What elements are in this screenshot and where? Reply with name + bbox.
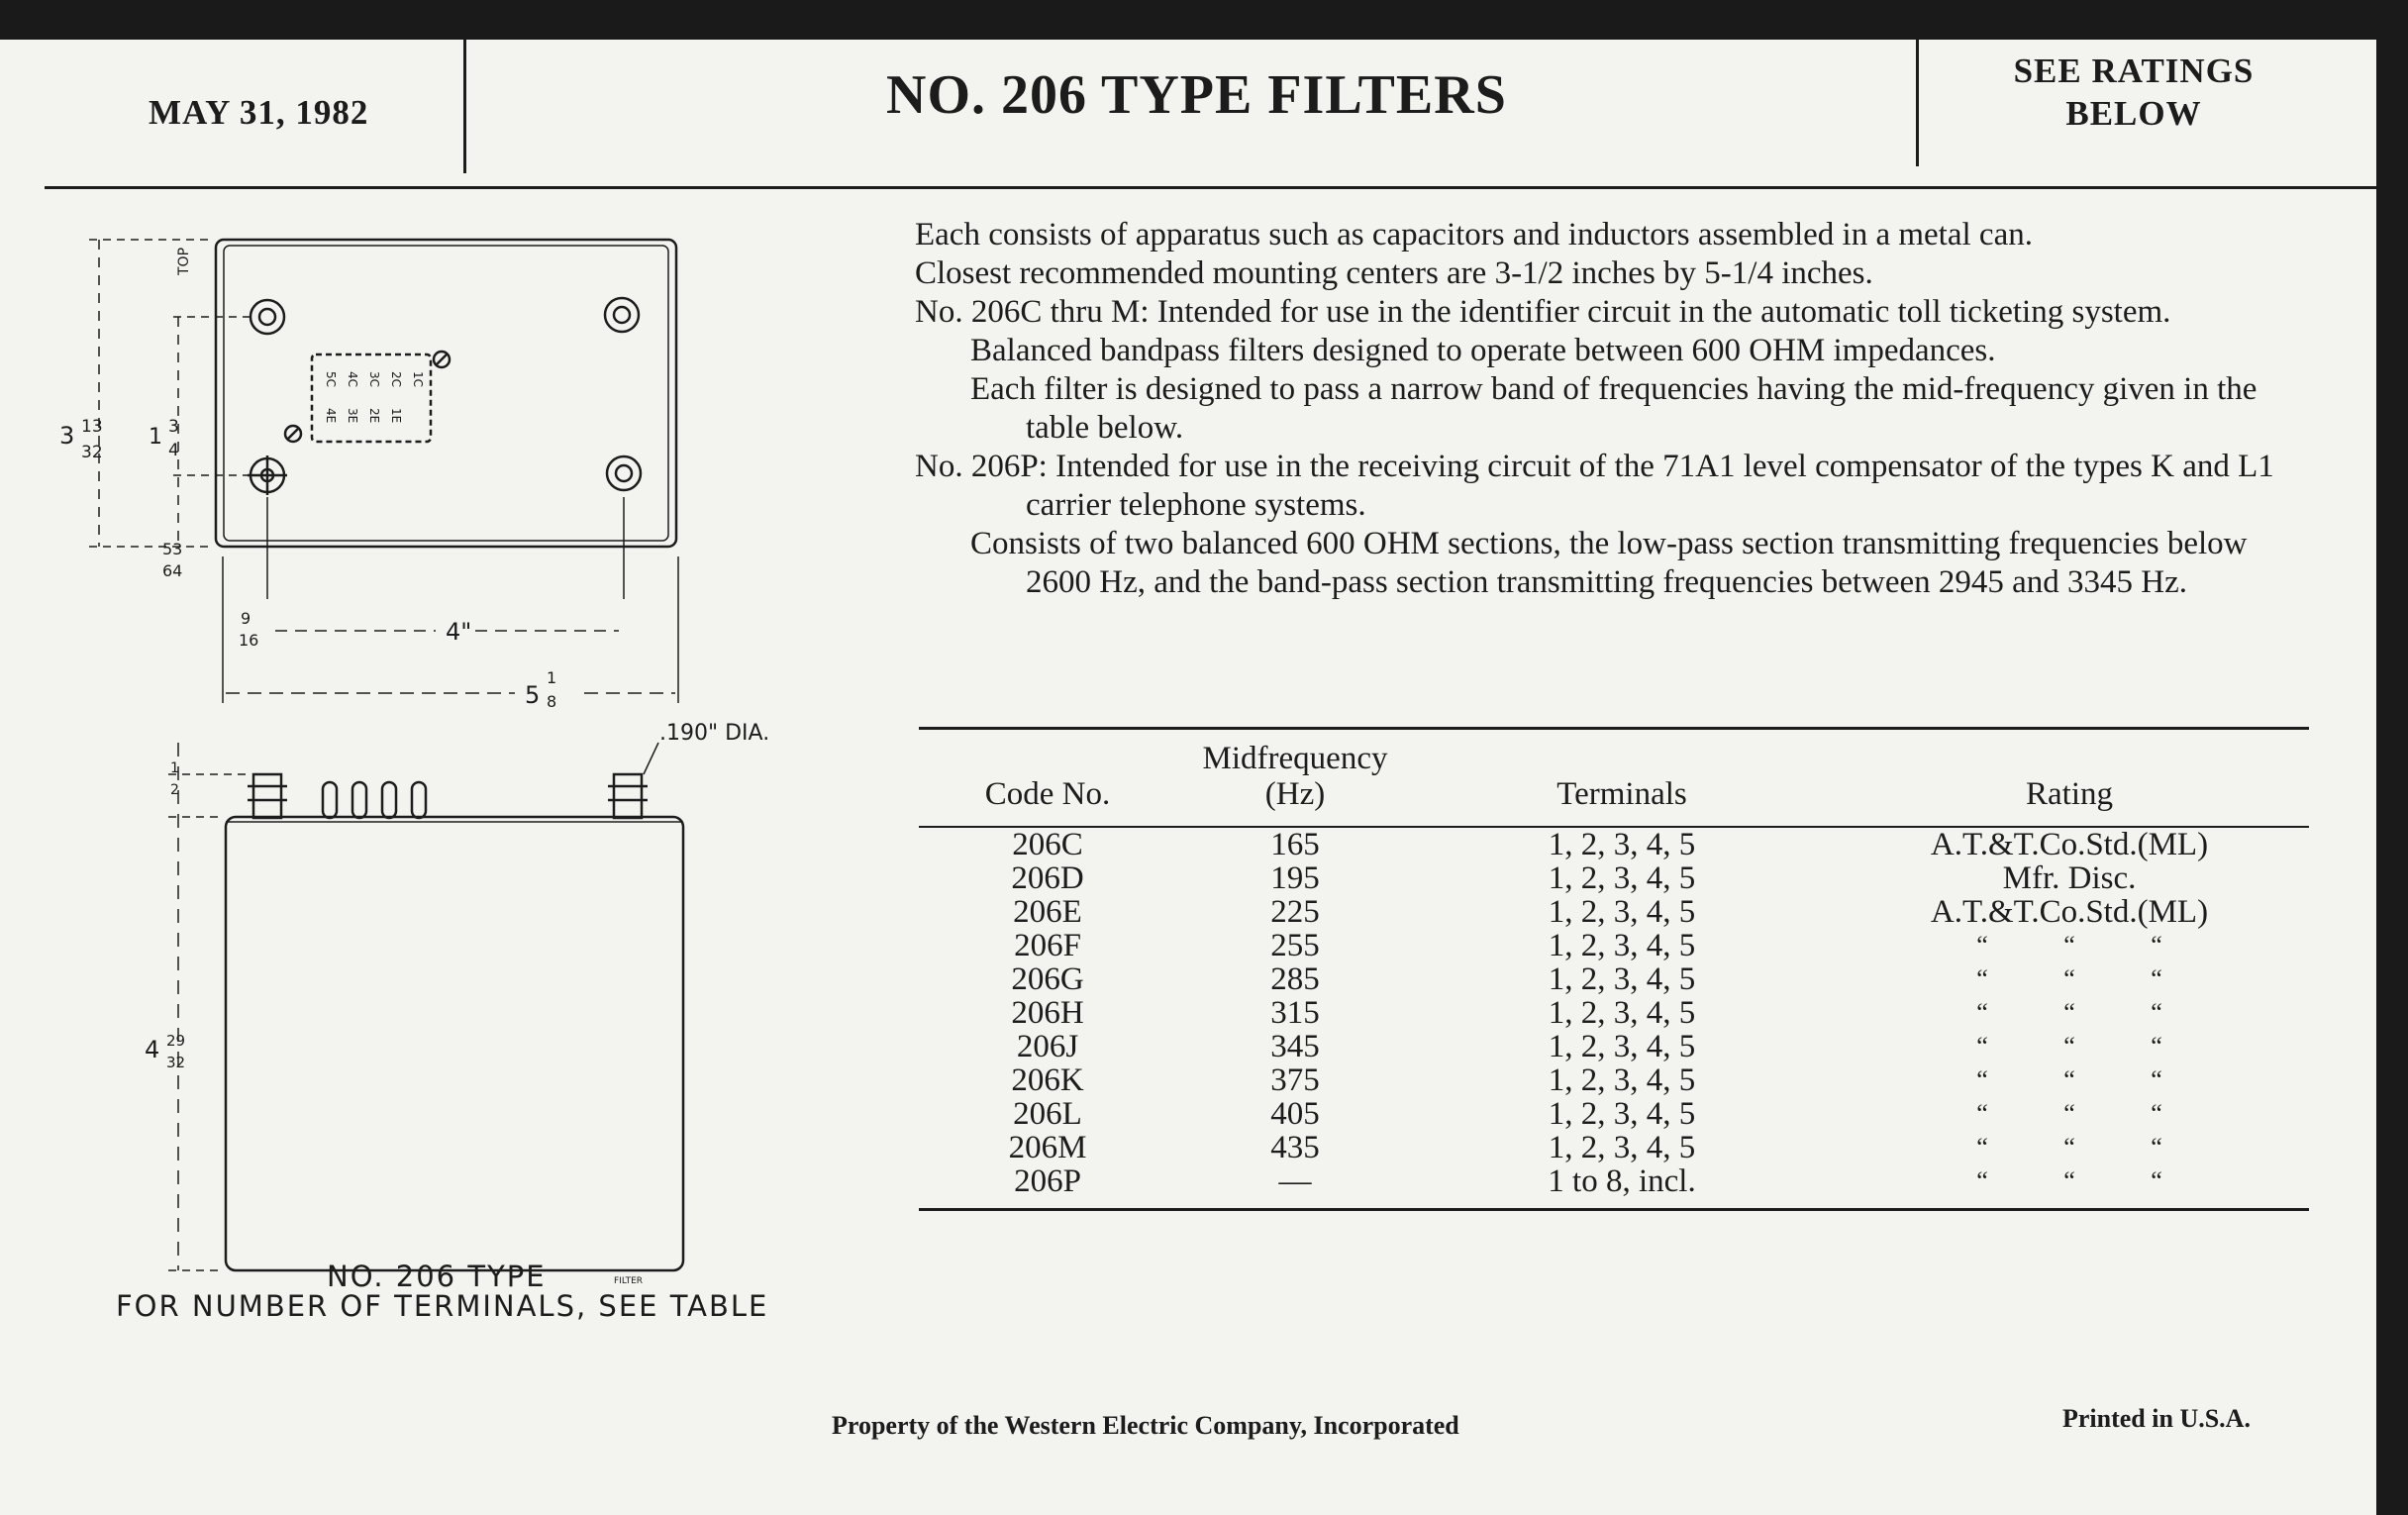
dim-stud-den: 2 (170, 782, 179, 798)
dim-inner-num: 3 (168, 417, 179, 437)
col-header-code: Code No. (984, 776, 1111, 812)
cell-freq: 165 (1270, 827, 1320, 862)
cell-rating: Mfr. Disc. (2002, 860, 2137, 896)
rating-note-line1: SEE RATINGS (2013, 51, 2255, 90)
cell-terminals: 1, 2, 3, 4, 5 (1548, 961, 1696, 997)
cell-code: 206M (1008, 1130, 1087, 1165)
cell-terminals: 1, 2, 3, 4, 5 (1548, 827, 1696, 862)
table-row (919, 1030, 2309, 1063)
cell-freq: 315 (1270, 995, 1320, 1031)
cell-rating: “ “ “ (1976, 1099, 2162, 1128)
svg-text:2E: 2E (367, 408, 381, 424)
cell-terminals: 1, 2, 3, 4, 5 (1548, 995, 1696, 1031)
svg-text:4E: 4E (324, 408, 338, 424)
cell-terminals: 1, 2, 3, 4, 5 (1548, 1062, 1696, 1098)
dim-width-num: 1 (547, 668, 557, 687)
table-body (919, 827, 2309, 1198)
cell-code: 206L (1013, 1096, 1082, 1132)
mount-stud-top-left (251, 300, 284, 334)
cell-terminals: 1 to 8, incl. (1548, 1163, 1696, 1199)
cell-code: 206P (1014, 1163, 1081, 1199)
side-terminals (323, 782, 426, 818)
cell-code: 206C (1012, 827, 1083, 862)
filter-spec-card (0, 40, 2376, 1515)
dim-height-whole: 3 (59, 422, 75, 450)
header-divider-left (463, 40, 466, 173)
col-header-midfreq: Midfrequency (Hz) (1202, 741, 1388, 812)
dim-stud-num: 1 (170, 760, 179, 776)
table-bottom-rule (919, 1198, 2309, 1211)
filter-drawing (0, 188, 891, 1396)
cell-freq: 345 (1270, 1029, 1320, 1064)
col-header-rating: Rating (2026, 776, 2113, 812)
table-row (919, 962, 2309, 996)
svg-text:3C: 3C (367, 371, 381, 388)
svg-text:3E: 3E (346, 408, 359, 424)
table-row (919, 1164, 2309, 1198)
cell-freq: — (1278, 1163, 1312, 1199)
top-label: TOP (176, 247, 192, 275)
cell-code: 206K (1011, 1062, 1084, 1098)
cell-code: 206E (1013, 894, 1082, 930)
dim-can-num: 29 (166, 1032, 186, 1050)
cell-rating: “ “ “ (1976, 964, 2162, 993)
footer-printed: Printed in U.S.A. (2062, 1404, 2251, 1433)
drawing-caption-line2: FOR NUMBER OF TERMINALS, SEE TABLE (116, 1289, 769, 1323)
desc-mounting: Closest recommended mounting centers are 3-1/2 inches by 5-1/4 inches. (915, 255, 1873, 291)
dim-left-num: 9 (241, 609, 251, 628)
cell-rating: “ “ “ (1976, 1133, 2162, 1162)
top-view-can-inner (224, 246, 668, 541)
terminal-numbers (324, 371, 425, 423)
table-row (919, 861, 2309, 895)
cell-code: 206G (1011, 961, 1084, 997)
cell-rating: “ “ “ (1976, 1065, 2162, 1094)
dim-can-whole: 4 (145, 1036, 160, 1063)
cell-terminals: 1, 2, 3, 4, 5 (1548, 1029, 1696, 1064)
stud-diameter: .190" DIA. (659, 721, 770, 746)
desc-206p: No. 206P: Intended for use in the receiving circuit of the 71A1 level compensator of the types K and L1 carrier telephone systems. (915, 449, 2274, 523)
drawing-caption-line1: NO. 206 TYPE (327, 1260, 547, 1293)
svg-text:1E: 1E (389, 408, 403, 424)
cell-code: 206J (1016, 1029, 1079, 1064)
cell-terminals: 1, 2, 3, 4, 5 (1548, 860, 1696, 896)
dim-height-num: 13 (81, 417, 103, 437)
cell-freq: 285 (1270, 961, 1320, 997)
col-header-terminals: Terminals (1556, 776, 1687, 812)
table-header-row (919, 733, 2309, 812)
dim-span-4: 4" (446, 618, 472, 646)
rating-note-line2: BELOW (2065, 94, 2202, 133)
dim-width-den: 8 (547, 692, 557, 711)
table-row (919, 929, 2309, 962)
dim-bottom-num: 53 (162, 540, 183, 558)
cell-code: 206F (1014, 928, 1081, 963)
table-row (919, 1097, 2309, 1131)
cell-freq: 225 (1270, 894, 1320, 930)
cell-rating: “ “ “ (1976, 931, 2162, 960)
cell-rating: “ “ “ (1976, 1032, 2162, 1060)
terminal-block (312, 354, 431, 442)
cell-freq: 375 (1270, 1062, 1320, 1098)
cell-rating: “ “ “ (1976, 1166, 2162, 1195)
drawing-mark: FILTER (614, 1276, 644, 1286)
dim-width-whole: 5 (525, 681, 541, 709)
mount-stud-bottom-left (248, 455, 287, 495)
table-row (919, 827, 2309, 861)
cell-rating: A.T.&T.Co.Std.(ML) (1930, 894, 2209, 930)
description (915, 216, 2296, 602)
svg-text:1C: 1C (411, 371, 425, 388)
cell-code: 206D (1011, 860, 1084, 896)
cell-freq: 405 (1270, 1096, 1320, 1132)
cell-freq: 435 (1270, 1130, 1320, 1165)
side-view-can (226, 817, 683, 1270)
dim-height-den: 32 (81, 443, 103, 462)
cell-rating: “ “ “ (1976, 998, 2162, 1027)
dim-can-den: 32 (166, 1054, 186, 1071)
table-row (919, 1063, 2309, 1097)
cell-freq: 255 (1270, 928, 1320, 963)
cell-terminals: 1, 2, 3, 4, 5 (1548, 1130, 1696, 1165)
side-stud-right (608, 774, 648, 818)
cell-terminals: 1, 2, 3, 4, 5 (1548, 1096, 1696, 1132)
screw-lower (285, 426, 301, 442)
header-divider-right (1916, 40, 1919, 166)
desc-construction: Each consists of apparatus such as capacitors and inductors assembled in a metal can. (915, 217, 2033, 252)
rating-note (1970, 50, 2297, 135)
screw-upper (434, 352, 450, 367)
mount-stud-bottom-right (607, 456, 641, 490)
dim-bottom-den: 64 (162, 561, 183, 580)
cell-code: 206H (1011, 995, 1084, 1031)
top-view-can (216, 240, 676, 547)
cell-freq: 195 (1270, 860, 1320, 896)
mount-stud-top-right (605, 298, 639, 332)
issue-date: MAY 31, 1982 (149, 93, 369, 132)
desc-narrow-band: Each filter is designed to pass a narrow band of frequencies having the mid-frequency given in the table below. (970, 371, 2258, 446)
cell-terminals: 1, 2, 3, 4, 5 (1548, 928, 1696, 963)
svg-text:2C: 2C (389, 371, 403, 388)
filter-table (919, 733, 2309, 1211)
dim-inner-den: 4 (168, 441, 179, 460)
page-title: NO. 206 TYPE FILTERS (886, 64, 1507, 126)
table-row (919, 895, 2309, 929)
desc-206c-m: No. 206C thru M: Intended for use in the identifier circuit in the automatic toll ticketing system. (915, 294, 2171, 330)
svg-text:5C: 5C (324, 371, 338, 388)
dim-left-den: 16 (239, 631, 259, 650)
dim-inner-whole: 1 (149, 425, 162, 450)
side-stud-left (248, 774, 287, 818)
table-row (919, 1131, 2309, 1164)
cell-rating: A.T.&T.Co.Std.(ML) (1930, 827, 2209, 862)
svg-text:4C: 4C (346, 371, 359, 388)
footer-property: Property of the Western Electric Company, Incorporated (832, 1411, 1459, 1440)
desc-206p-sections: Consists of two balanced 600 OHM sections, the low-pass section transmitting frequencies below 2600 Hz, and the band-pass section transmitting frequencies between 2945 and 3345 Hz. (970, 526, 2248, 600)
desc-bandpass: Balanced bandpass filters designed to operate between 600 OHM impedances. (970, 333, 1996, 368)
table-row (919, 996, 2309, 1030)
table-top-rule (919, 727, 2309, 730)
cell-terminals: 1, 2, 3, 4, 5 (1548, 894, 1696, 930)
